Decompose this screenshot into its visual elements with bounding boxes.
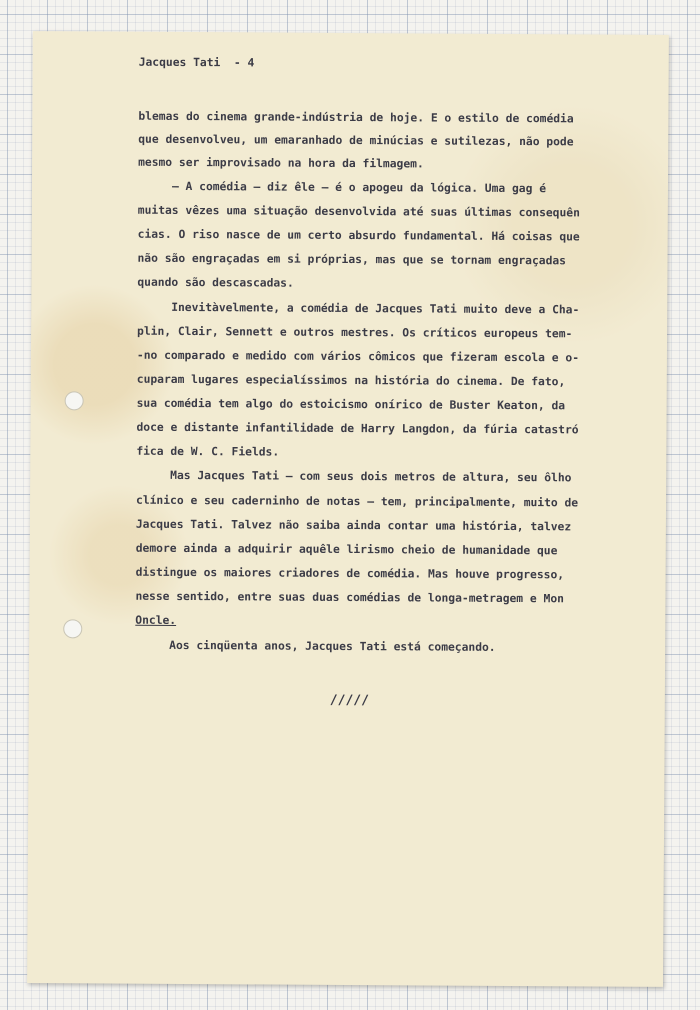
punch-hole-bottom	[63, 619, 82, 638]
text-line: que desenvolveu, um emaranhado de minúcias e sutilezas, não pode	[138, 132, 574, 149]
paragraph-first-line: Mas Jacques Tati — com seus dois metros de altura, seu ôlho	[170, 468, 572, 485]
text-line: cuparam lugares especialíssimos na história do cinema. De fato,	[136, 372, 566, 389]
typewritten-page	[27, 31, 669, 987]
text-line: -no comparado e medido com vários cômicos que fizeram escola e o-	[136, 348, 580, 365]
text-line: distingue os maiores criadores de comédia. Mas houve progresso,	[135, 565, 565, 582]
text-line: sua comédia tem algo do estoicismo onírico de Buster Keaton, da	[136, 396, 566, 413]
text-line: demore ainda a adquirir aquêle lirismo cheio de humanidade que	[135, 541, 558, 558]
text-line: cias. O riso nasce de um certo absurdo fundamental. Há coisas que	[137, 227, 580, 244]
page-text	[135, 55, 639, 709]
text-line: fica de W. C. Fields.	[136, 444, 280, 459]
paragraph-first-line: — A comédia — diz êle — é o apogeu da lógica. Uma gag é	[171, 179, 547, 196]
punch-hole-top	[65, 391, 84, 410]
text-line: nesse sentido, entre suas duas comédias de longa-metragem e Mon	[135, 589, 564, 606]
text-line: clínico e seu caderninho de notas — tem, principalmente, muito de	[136, 493, 579, 510]
text-line: Jacques Tati. Talvez não saiba ainda contar uma história, talvez	[135, 517, 572, 534]
paragraph-first-line: Inevitàvelmente, a comédia de Jacques Tati muito deve a Cha-	[171, 300, 580, 317]
page-header: Jacques Tati - 4	[138, 55, 255, 70]
paragraph-first-line: Aos cinqüenta anos, Jacques Tati está começando.	[169, 638, 496, 654]
film-title-line: Oncle.	[135, 613, 177, 627]
text-line: não são engraçadas em si próprias, mas que se tornam engraçadas	[137, 251, 567, 268]
text-line: mesmo ser improvisado na hora da filmagem.	[138, 155, 424, 171]
text-line: doce e distante infantilidade de Harry Langdon, da fúria catastró	[136, 420, 579, 437]
text-line: blemas do cinema grande-indústria de hoje. E o estilo de comédia	[138, 109, 574, 126]
text-line: quando são descascadas.	[137, 275, 294, 290]
text-line: muitas vêzes uma situação desenvolvida até suas últimas consequên	[137, 203, 580, 220]
text-line: plin, Clair, Sennett e outros mestres. Os críticos europeus tem-	[137, 324, 573, 341]
end-mark: /////	[329, 692, 370, 709]
